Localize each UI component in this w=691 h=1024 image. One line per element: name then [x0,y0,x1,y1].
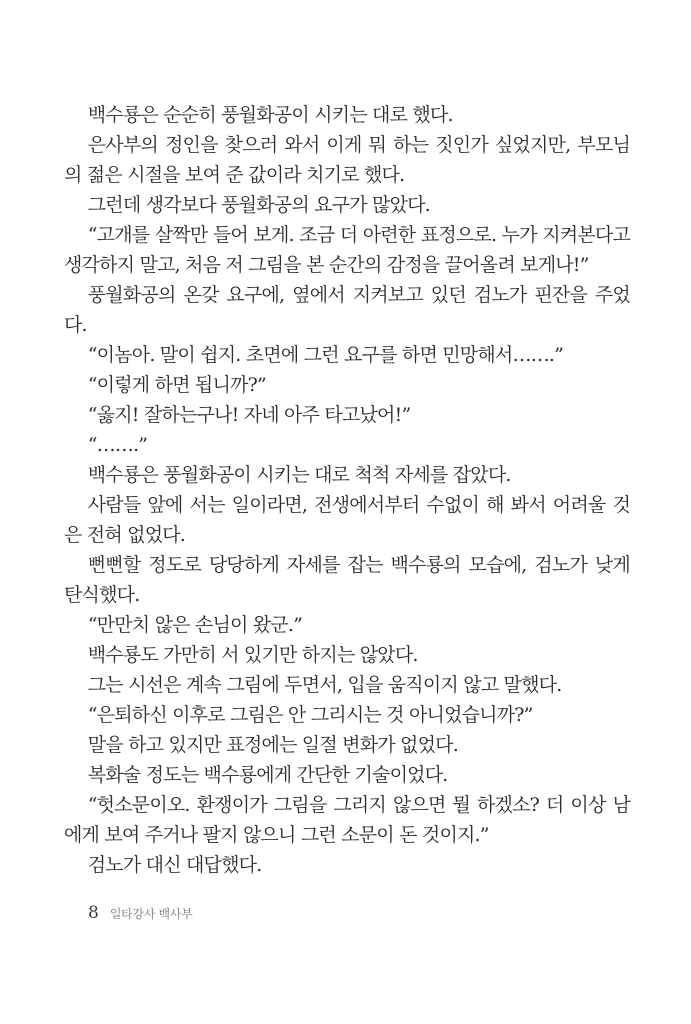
paragraph: 풍월화공의 온갖 요구에, 옆에서 지켜보고 있던 검노가 핀잔을 주었다. [64,284,630,336]
paragraph: 백수룡은 순순히 풍월화공이 시키는 대로 했다. [87,104,453,126]
page-footer [88,903,192,923]
paragraph: 그는 시선은 계속 그림에 두면서, 입을 움직이지 않고 말했다. [87,674,562,696]
paragraph: 말을 하고 있지만 표정에는 일절 변화가 없었다. [87,734,458,756]
paragraph: 뻔뻔할 정도로 당당하게 자세를 잡는 백수룡의 모습에, 검노가 낮게 탄식했다. [64,554,630,606]
page-body [64,100,630,880]
paragraph: “…….” [87,434,148,456]
paragraph: “이렇게 하면 됩니까?” [87,374,266,396]
paragraph: 백수룡도 가만히 서 있기만 하지는 않았다. [87,644,418,666]
paragraph: “은퇴하신 이후로 그림은 안 그리시는 것 아니었습니까?” [87,704,533,726]
paragraph: “이놈아. 말이 쉽지. 초면에 그런 요구를 하면 민망해서…….” [87,344,564,366]
paragraph: “고개를 살짝만 들어 보게. 조금 더 아련한 표정으로. 누가 지켜본다고 생각하지 말고, 처음 저 그림을 본 순간의 감정을 끌어올려 보게나!” [64,224,630,276]
page-number: 8 [88,903,99,923]
paragraph: “만만치 않은 손님이 왔군.” [87,614,303,636]
paragraph: 사람들 앞에 서는 일이라면, 전생에서부터 수없이 해 봐서 어려울 것은 전혀 없었다. [64,494,630,546]
book-title: 일타강사 백사부 [109,907,193,921]
paragraph: 그런데 생각보다 풍월화공의 요구가 많았다. [87,194,430,216]
paragraph: 복화술 정도는 백수룡에게 간단한 기술이었다. [87,764,448,786]
paragraph: “헛소문이오. 환쟁이가 그림을 그리지 않으면 뭘 하겠소? 더 이상 남에게 보여 주거나 팔지 않으니 그런 소문이 돈 것이지.” [64,794,630,846]
paragraph: “옳지! 잘하는구나! 자네 아주 타고났어!” [87,404,411,426]
paragraph: 백수룡은 풍월화공이 시키는 대로 척척 자세를 잡았다. [87,464,511,486]
paragraph: 검노가 대신 대답했다. [87,854,262,876]
paragraph: 은사부의 정인을 찾으러 와서 이게 뭐 하는 짓인가 싶었지만, 부모님의 젊은 시절을 보여 준 값이라 치기로 했다. [64,134,630,186]
